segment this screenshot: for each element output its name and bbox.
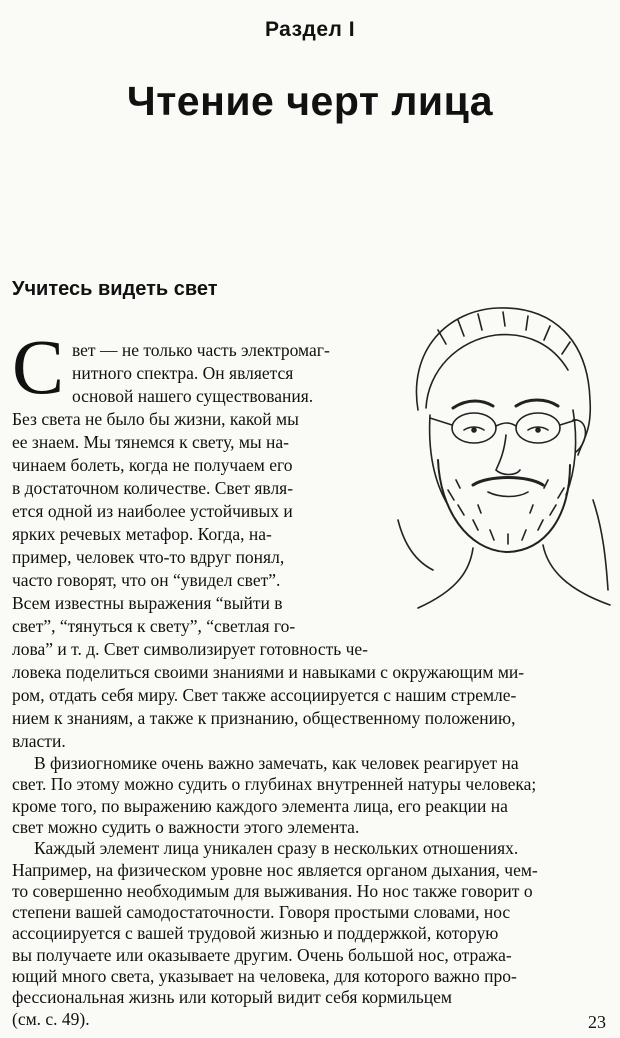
text-line: Всем известны выражения “выйти в <box>12 593 283 613</box>
text-line: ловека поделиться своими знаниями и навыками с окружающим ми- <box>12 662 525 682</box>
text-line: свет”, “тянуться к свету”, “светлая го- <box>12 616 296 636</box>
text-line: часто говорят, что он “увидел свет”. <box>12 570 281 590</box>
chapter-title: Чтение черт лица <box>126 78 494 124</box>
text-line: Каждый элемент лица уникален сразу в нескольких отношениях. <box>34 838 519 859</box>
subtitle: Учитесь видеть свет <box>12 278 218 300</box>
text-line: свет. По этому можно судить о глубинах внутренней натуры человека; <box>12 774 537 795</box>
text-line: то совершенно необходимым для выживания. Но нос также говорит о <box>12 880 533 901</box>
text-line: ярких речевых метафор. Когда, на- <box>12 524 272 544</box>
text-line: ее знаем. Мы тянемся к свету, мы на- <box>12 432 290 452</box>
page-number: 23 <box>588 1012 606 1032</box>
text-line: кроме того, по выражению каждого элемента лица, его реакции на <box>12 795 508 816</box>
text-line: ющий много света, указывает на человека, для которого важно про- <box>12 966 517 986</box>
text-line: (см. с. 49). <box>12 1008 90 1029</box>
text-line: Например, на физическом уровне нос является органом дыхания, чем- <box>12 859 538 880</box>
text-line: вы получаете или оказываете другим. Очень большой нос, отража- <box>12 944 512 965</box>
text-line: ется одной из наиболее устойчивых и <box>12 501 293 521</box>
dropcap: С <box>12 323 65 410</box>
text-line: степени вашей самодостаточности. Говоря простыми словами, нос <box>12 902 511 923</box>
text-line: власти. <box>12 731 66 751</box>
text-line: Без света не было бы жизни, какой мы <box>12 409 299 429</box>
text-line: чинаем болеть, когда не получаем его <box>12 455 293 475</box>
text-line: В физиогномике очень важно замечать, как человек реагирует на <box>34 753 519 773</box>
bearded-man-portrait-icon <box>378 290 614 618</box>
text-line: пример, человек что-то вдруг понял, <box>12 547 285 567</box>
text-line: нитного спектра. Он является <box>72 363 294 383</box>
text-line: ассоциируется с вашей трудовой жизнью и поддержкой, которую <box>12 923 499 944</box>
text-line: фессиональная жизнь или который видит себя кормильцем <box>12 987 452 1008</box>
text-line: в достаточном количестве. Свет явля- <box>12 478 294 498</box>
text-line: нием к знаниям, а также к признанию, общественному положению, <box>12 708 516 728</box>
text-line: свет можно судить о важности этого элемента. <box>12 816 360 837</box>
text-line: вет — не только часть электромаг- <box>72 340 330 360</box>
text-line: ром, отдать себя миру. Свет также ассоциируется с нашим стремле- <box>12 685 517 705</box>
text-line: основой нашего существования. <box>72 386 314 406</box>
text-line: лова” и т. д. Свет символизирует готовность че- <box>12 639 369 659</box>
section-label: Раздел I <box>264 18 356 41</box>
